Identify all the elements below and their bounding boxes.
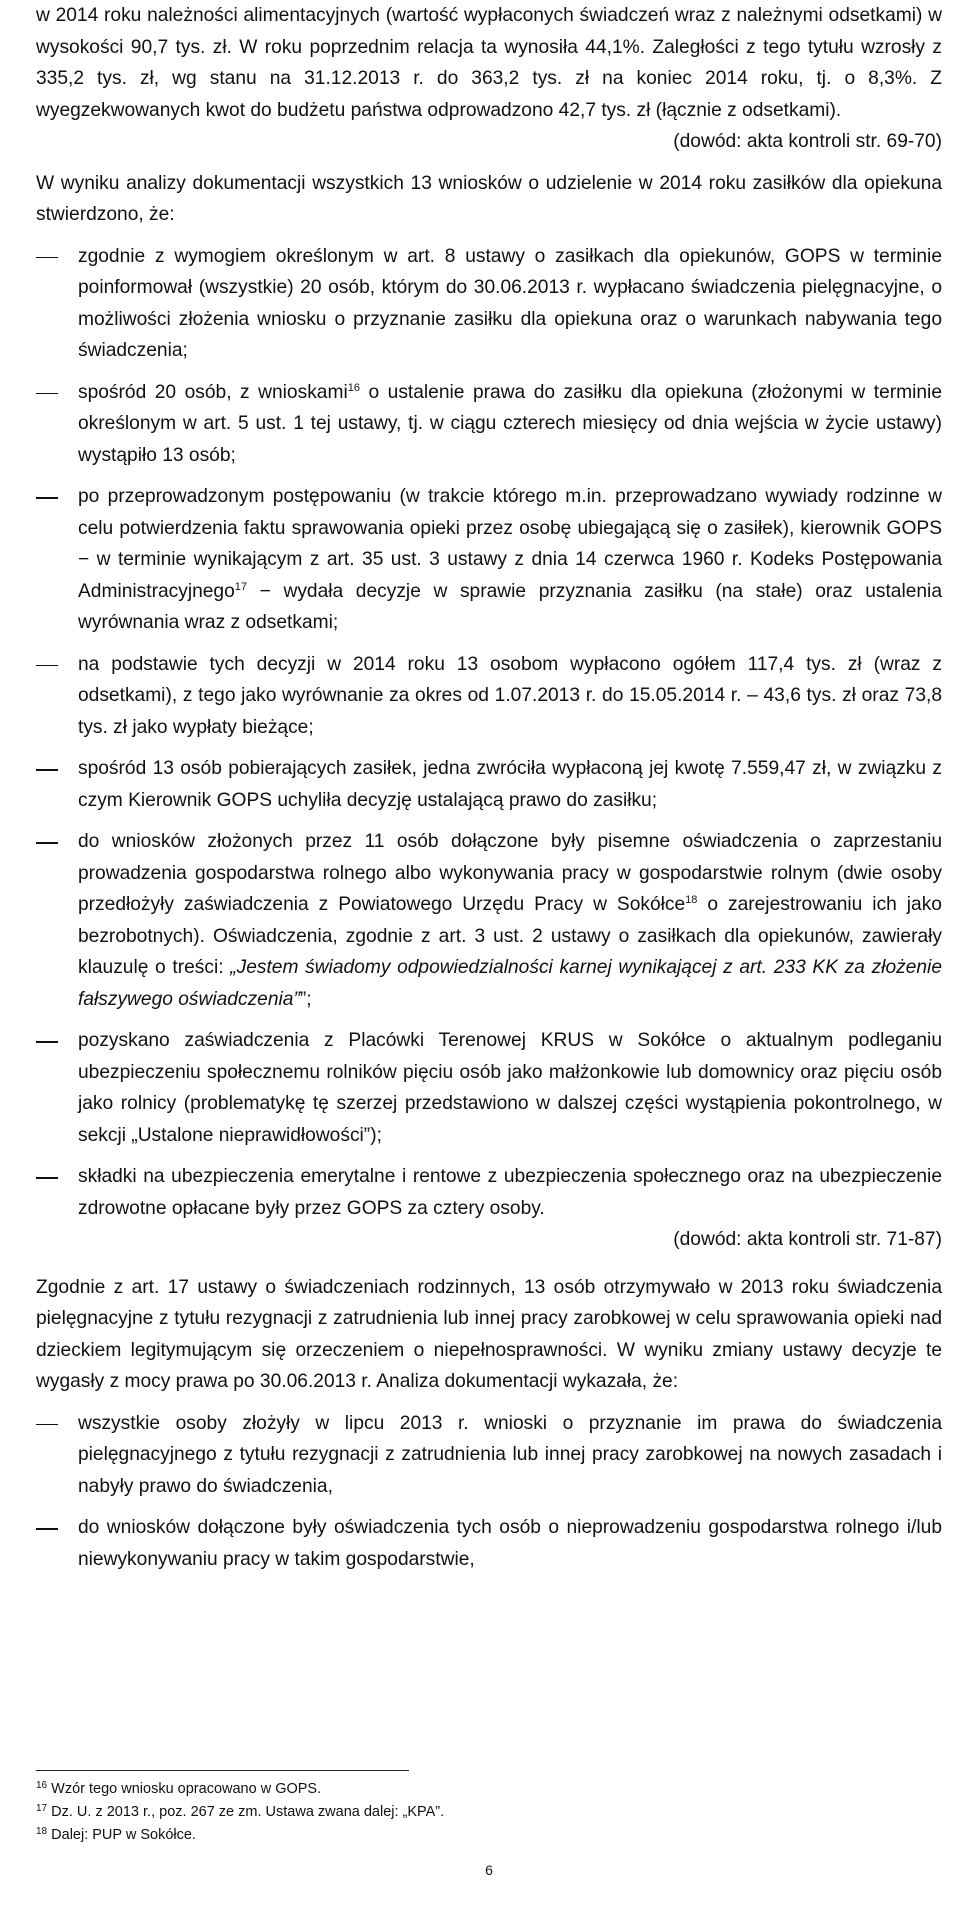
- list-item: [36, 826, 942, 1015]
- list-item-text: − wydała decyzje w sprawie przyznania zasiłku (na stałe) oraz ustalenia wyrównania wraz z odsetkami;: [78, 580, 942, 633]
- list-item-text: o ustalenie prawa do zasiłku dla opiekuna (złożonymi w terminie określonym w art. 5 ust. 1 tej ustawy, tj. w ciągu czterech miesięcy od dnia wejścia w życie ustawy) wystąpiło 13 osób;: [78, 381, 942, 466]
- footnote-separator: [36, 1770, 409, 1771]
- footnote-number: 17: [36, 1803, 48, 1814]
- paragraph-benefits: Zgodnie z art. 17 ustawy o świadczeniach rodzinnych, 13 osób otrzymywało w 2013 roku świadczenia pielęgnacyjne z tytułu rezygnacji z zatrudnienia lub innej pracy zarobkowej w celu sprawowania opieki nad dzieckiem legitymującym się orzeczeniem o niepełnosprawności. W wyniku zmiany ustawy decyzje te wygasły z mocy prawa po 30.06.2013 r. Analiza dokumentacji wykazała, że:: [36, 1276, 942, 1392]
- list-item-text: po przeprowadzonym postępowaniu (w trakcie którego m.in. przeprowadzano wywiady rodzinne w celu potwierdzenia faktu sprawowania opieki przez osobę ubiegającą się o zasiłek), kierownik GOPS − w terminie wynikającym z art. 35 ust. 3 ustawy z dnia 14 czerwca 1960 r. Kodeks Postępowania Administracyjnego: [78, 486, 942, 602]
- quoted-clause: „Jestem świadomy odpowiedzialności karnej wynikającej z art. 233 KK za złożenie fałszywego oświadczenia”: [78, 957, 942, 1010]
- paragraph-alimony: w 2014 roku należności alimentacyjnych (wartość wypłaconych świadczeń wraz z należnymi odsetkami) w wysokości 90,7 tys. zł. W roku poprzednim relacja ta wynosiła 44,1%. Zaległości z tego tytułu wzrosły z 335,2 tys. zł, wg stanu na 31.12.2013 r. do 363,2 tys. zł na koniec 2014 roku, tj. o 8,3%. Z wyegzekwowanych kwot do budżetu państwa odprowadzono 42,7 tys. zł (łącznie z odsetkami).: [36, 5, 942, 121]
- list-item: [36, 481, 942, 639]
- footnote-ref: 18: [685, 894, 698, 906]
- footnote-text: Dz. U. z 2013 r., poz. 267 ze zm. Ustawa zwana dalej: „KPA”.: [51, 1804, 445, 1820]
- list-item-text: spośród 13 osób pobierających zasiłek, jedna zwróciła wypłaconą jej kwotę 7.559,47 zł, w związku z czym Kierownik GOPS uchyliła decyzję ustalającą prawo do zasiłku;: [78, 758, 942, 811]
- page-number: 6: [485, 1862, 493, 1878]
- list-item: [36, 753, 942, 816]
- evidence-citation: (dowód: akta kontroli str. 69-70): [673, 131, 942, 152]
- footnote: [36, 1778, 942, 1801]
- footnote-text: Wzór tego wniosku opracowano w GOPS.: [51, 1781, 322, 1797]
- list-item: [36, 1512, 942, 1575]
- evidence-citation: (dowód: akta kontroli str. 71-87): [673, 1229, 942, 1250]
- list-item: [36, 1408, 942, 1503]
- list-item-text: spośród 20 osób, z wnioskami: [78, 381, 348, 403]
- list-item-text: pozyskano zaświadczenia z Placówki Terenowej KRUS w Sokółce o aktualnym podleganiu ubezpieczeniu społecznemu rolników pięciu osób jako małżonkowie lub domownicy oraz pięciu osób jako rolnicy (problematykę tę szerzej przedstawiono w dalszej części wystąpienia pokontrolnego, w sekcji „Ustalone nieprawidłowości”);: [78, 1030, 942, 1146]
- list-item-text: o zarejestrowaniu ich jako bezrobotnych). Oświadczenia, zgodnie z art. 3 ust. 2 ustawy o zasiłkach dla opiekunów, zawierały klauzulę o treści:: [78, 894, 942, 978]
- list-item-text: na podstawie tych decyzji w 2014 roku 13 osobom wypłacono ogółem 117,4 tys. zł (wraz z odsetkami), z tego jako wyrównanie za okres od 1.07.2013 r. do 15.05.2014 r. – 43,6 tys. zł oraz 73,8 tys. zł jako wypłaty bieżące;: [78, 653, 942, 738]
- footnote-text: Dalej: PUP w Sokółce.: [51, 1827, 196, 1843]
- document-page: [36, 0, 942, 1878]
- footnote-ref: 17: [234, 580, 248, 593]
- list-item-text: ”;: [299, 988, 312, 1010]
- list-item: [36, 241, 942, 367]
- list-item: [36, 649, 942, 744]
- footnote-number: 16: [36, 1780, 48, 1791]
- list-item-text: składki na ubezpieczenia emerytalne i rentowe z ubezpieczenia społecznego oraz na ubezpieczenie zdrowotne opłacane były przez GOPS za cztery osoby.: [78, 1166, 942, 1219]
- list-item-text: do wniosków dołączone były oświadczenia tych osób o nieprowadzeniu gospodarstwa rolnego i/lub niewykonywaniu pracy w takim gospodarstwie,: [78, 1517, 942, 1570]
- footnote-ref: 16: [347, 381, 360, 394]
- list-item-text: do wniosków złożonych przez 11 osób dołączone były pisemne oświadczenia o zaprzestaniu prowadzenia gospodarstwa rolnego albo wykonywania pracy w gospodarstwie rolnym (dwie osoby przedłożyły zaświadczenia z Powiatowego Urzędu Pracy w Sokółce: [78, 831, 942, 915]
- list-item: [36, 1025, 942, 1151]
- footnote-number: 18: [36, 1826, 48, 1837]
- footnote: [36, 1824, 942, 1847]
- list-item: [36, 377, 942, 472]
- footnotes: [36, 1778, 942, 1847]
- list-item-text: zgodnie z wymogiem określonym w art. 8 ustawy o zasiłkach dla opiekunów, GOPS w terminie poinformował (wszystkie) 20 osób, którym do 30.06.2013 r. wypłacano świadczenia pielęgnacyjne, o możliwości złożenia wniosku o przyznanie zasiłku dla opiekuna oraz o warunkach nabywania tego świadczenia;: [78, 245, 942, 361]
- list-item-text: wszystkie osoby złożyły w lipcu 2013 r. wnioski o przyznanie im prawa do świadczenia pielęgnacyjnego z tytułu rezygnacji z zatrudnienia lub innej pracy zarobkowej na nowych zasadach i nabyły prawo do świadczenia,: [78, 1412, 942, 1497]
- list-item: [36, 1161, 942, 1224]
- footnote: [36, 1801, 942, 1824]
- paragraph-analysis-intro: W wyniku analizy dokumentacji wszystkich 13 wniosków o udzielenie w 2014 roku zasiłków dla opiekuna stwierdzono, że:: [36, 172, 942, 225]
